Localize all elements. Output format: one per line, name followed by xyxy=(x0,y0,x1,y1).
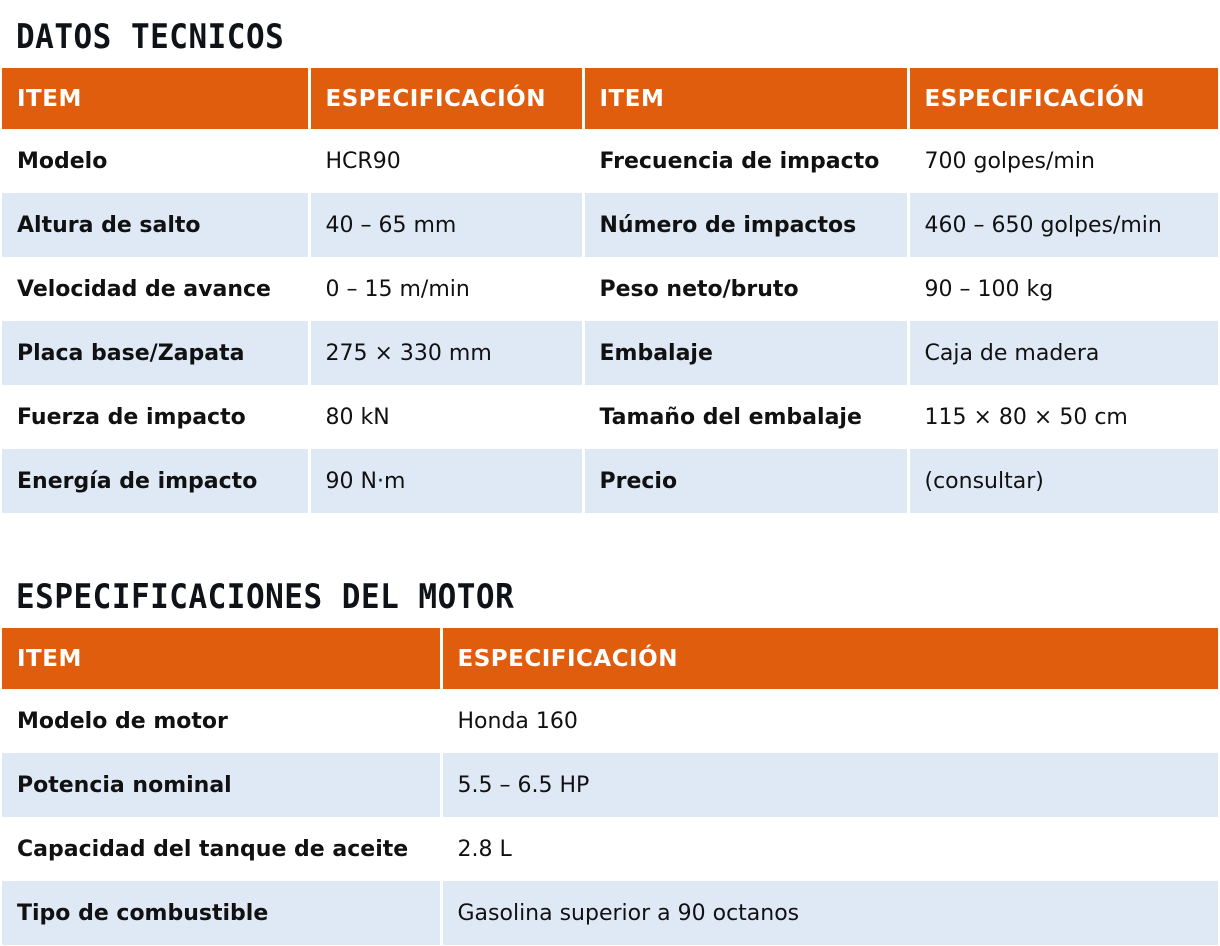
column-header-item: ITEM xyxy=(583,68,908,129)
item-label: Frecuencia de impacto xyxy=(583,129,908,193)
item-label: Tamaño del embalaje xyxy=(583,385,908,449)
table-row xyxy=(2,321,1218,385)
item-label: Precio xyxy=(583,449,908,513)
item-label: Potencia nominal xyxy=(2,753,441,817)
spec-value: 460 – 650 golpes/min xyxy=(908,193,1218,257)
column-header-spec: ESPECIFICACIÓN xyxy=(309,68,583,129)
table-row xyxy=(2,881,1218,945)
table-row xyxy=(2,129,1218,193)
spec-value: 275 × 330 mm xyxy=(309,321,583,385)
item-label: Placa base/Zapata xyxy=(2,321,309,385)
column-header-spec: ESPECIFICACIÓN xyxy=(908,68,1218,129)
item-label: Modelo xyxy=(2,129,309,193)
column-header-spec: ESPECIFICACIÓN xyxy=(441,628,1218,689)
item-label: Modelo de motor xyxy=(2,689,441,753)
table-row xyxy=(2,257,1218,321)
spec-value: 0 – 15 m/min xyxy=(309,257,583,321)
table-row xyxy=(2,689,1218,753)
item-label: Tipo de combustible xyxy=(2,881,441,945)
item-label: Peso neto/bruto xyxy=(583,257,908,321)
spec-value: 115 × 80 × 50 cm xyxy=(908,385,1218,449)
item-label: Fuerza de impacto xyxy=(2,385,309,449)
table-header-row xyxy=(2,628,1218,689)
motor-section-title: ESPECIFICACIONES DEL MOTOR xyxy=(16,577,515,617)
spec-value: Honda 160 xyxy=(441,689,1218,753)
spec-value: 90 N·m xyxy=(309,449,583,513)
spec-value: Caja de madera xyxy=(908,321,1218,385)
item-label: Número de impactos xyxy=(583,193,908,257)
table-row xyxy=(2,193,1218,257)
table-header-row xyxy=(2,68,1218,129)
motor-specs-table xyxy=(2,628,1218,945)
tech-section-title: DATOS TECNICOS xyxy=(16,17,285,57)
table-row xyxy=(2,385,1218,449)
item-label: Energía de impacto xyxy=(2,449,309,513)
spec-value: Gasolina superior a 90 octanos xyxy=(441,881,1218,945)
table-row xyxy=(2,753,1218,817)
table-row xyxy=(2,449,1218,513)
spec-value: 80 kN xyxy=(309,385,583,449)
spec-value: HCR90 xyxy=(309,129,583,193)
item-label: Velocidad de avance xyxy=(2,257,309,321)
column-header-item: ITEM xyxy=(2,68,309,129)
tech-specs-table xyxy=(2,68,1218,513)
item-label: Capacidad del tanque de aceite xyxy=(2,817,441,881)
spec-value: 5.5 – 6.5 HP xyxy=(441,753,1218,817)
spec-value: (consultar) xyxy=(908,449,1218,513)
item-label: Altura de salto xyxy=(2,193,309,257)
table-row xyxy=(2,817,1218,881)
spec-value: 2.8 L xyxy=(441,817,1218,881)
spec-value: 90 – 100 kg xyxy=(908,257,1218,321)
spec-value: 40 – 65 mm xyxy=(309,193,583,257)
item-label: Embalaje xyxy=(583,321,908,385)
spec-value: 700 golpes/min xyxy=(908,129,1218,193)
column-header-item: ITEM xyxy=(2,628,441,689)
